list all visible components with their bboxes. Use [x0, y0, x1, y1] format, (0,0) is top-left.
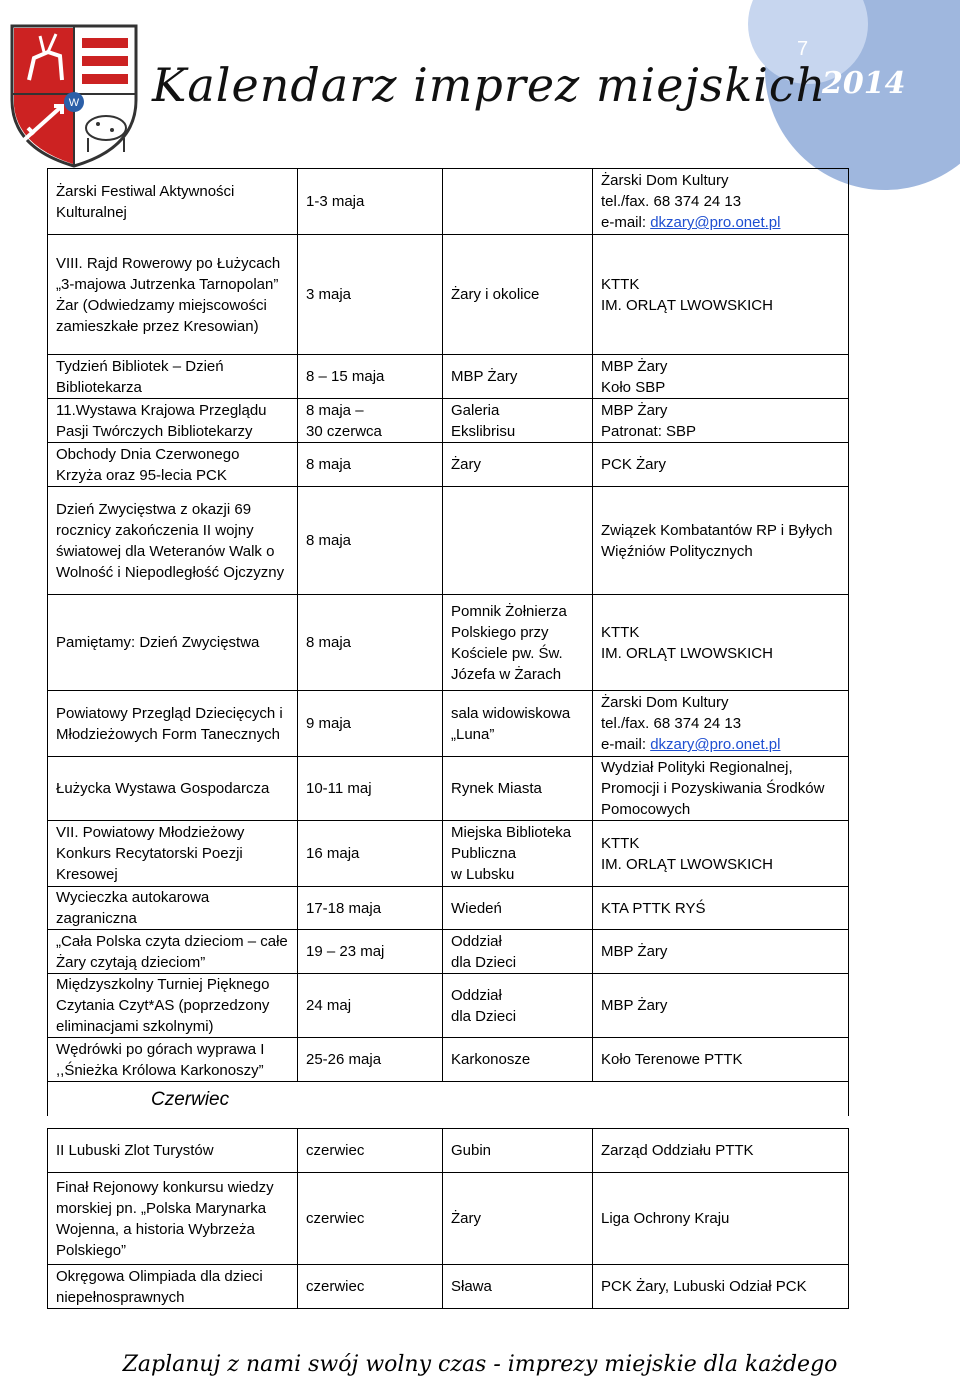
- event-organizer-cell: [593, 930, 849, 974]
- event-organizer-cell: [593, 1265, 849, 1309]
- page-title: Kalendarz imprez miejskich: [152, 58, 827, 112]
- event-organizer-cell: [593, 887, 849, 930]
- event-organizer: PCK Żary, Lubuski Odział PCK: [601, 1278, 807, 1295]
- event-organizer-cell: [593, 821, 849, 887]
- event-organizer: Koło Terenowe PTTK: [601, 1051, 743, 1068]
- event-name-cell: [48, 691, 298, 757]
- event-organizer: Związek Kombatantów RP i Byłych Więźniów Politycznych: [601, 521, 833, 560]
- event-place: sala widowiskowa „Luna”: [451, 704, 571, 743]
- event-organizer: MBP Żary: [601, 997, 668, 1014]
- event-date: czerwiec: [306, 1210, 365, 1227]
- table-row: [48, 355, 849, 399]
- email-link[interactable]: dkzary@pro.onet.pl: [650, 736, 781, 753]
- event-date: 25-26 maja: [306, 1051, 382, 1068]
- event-name-cell: [48, 355, 298, 399]
- event-date-cell: [298, 1265, 443, 1309]
- event-name: 11.Wystawa Krajowa Przeglądu Pasji Twórczych Bibliotekarzy: [56, 401, 267, 440]
- event-place-cell: [443, 487, 593, 595]
- event-date: 24 maj: [306, 997, 352, 1014]
- event-date-cell: [298, 821, 443, 887]
- event-name: Żarski Festiwal Aktywności Kulturalnej: [56, 182, 235, 221]
- event-date-cell: [298, 757, 443, 821]
- event-organizer-cell: [593, 443, 849, 487]
- event-date: 19 – 23 maj: [306, 943, 385, 960]
- table-row: [48, 169, 849, 235]
- event-name: Dzień Zwycięstwa z okazji 69 rocznicy zakończenia II wojny światowej dla Weteranów Walk o Wolność i Niepodległość Ojczyzny: [56, 500, 285, 581]
- event-organizer-cell: [593, 355, 849, 399]
- event-organizer: KTA PTTK RYŚ: [601, 899, 706, 917]
- year-label: 2014: [822, 66, 906, 101]
- event-place-cell: [443, 821, 593, 887]
- event-name-cell: [48, 1038, 298, 1082]
- table-row: [48, 399, 849, 443]
- event-name: Pamiętamy: Dzień Zwycięstwa: [56, 634, 260, 651]
- event-place-cell: [443, 974, 593, 1038]
- event-date-cell: [298, 1129, 443, 1173]
- email-link[interactable]: dkzary@pro.onet.pl: [650, 214, 781, 231]
- event-organizer: Zarząd Oddziału PTTK: [601, 1142, 754, 1159]
- event-organizer: MBP Żary Patronat: SBP: [601, 401, 697, 440]
- event-place: Gubin: [451, 1142, 492, 1159]
- event-date-cell: [298, 691, 443, 757]
- event-place: Wiedeń: [451, 899, 502, 917]
- event-date-cell: [298, 974, 443, 1038]
- event-name: Łużycka Wystawa Gospodarcza: [56, 780, 270, 797]
- event-name-cell: [48, 887, 298, 930]
- event-date: 17-18 maja: [306, 899, 382, 917]
- table-row: [48, 757, 849, 821]
- event-date-cell: [298, 443, 443, 487]
- table-row: [48, 691, 849, 757]
- event-date: 16 maja: [306, 845, 360, 862]
- event-name: Finał Rejonowy konkursu wiedzy morskiej pn. „Polska Marynarka Wojenna, a historia Wybrzeża Polskiego”: [56, 1178, 274, 1259]
- event-place-cell: [443, 757, 593, 821]
- event-name-cell: [48, 974, 298, 1038]
- event-date-cell: [298, 930, 443, 974]
- table-row: [48, 443, 849, 487]
- section-label-june: Czerwiec: [48, 1082, 849, 1117]
- event-place-cell: [443, 235, 593, 355]
- event-date: 9 maja: [306, 715, 352, 732]
- events-table-june: [47, 1128, 849, 1309]
- event-date-cell: [298, 487, 443, 595]
- event-name-cell: [48, 169, 298, 235]
- event-name-cell: [48, 443, 298, 487]
- event-organizer-cell: [593, 169, 849, 235]
- event-place-cell: [443, 930, 593, 974]
- event-organizer-cell: [593, 595, 849, 691]
- event-organizer-cell: [593, 487, 849, 595]
- event-organizer: Żarski Dom Kultury tel./fax. 68 374 24 13 e-mail:: [601, 694, 742, 753]
- event-name: II Lubuski Zlot Turystów: [56, 1142, 214, 1159]
- event-name: Wycieczka autokarowa zagraniczna: [56, 889, 210, 927]
- event-place: Miejska Biblioteka Publiczna w Lubsku: [451, 824, 572, 883]
- event-place: Oddział dla Dzieci: [451, 986, 517, 1025]
- event-date-cell: [298, 355, 443, 399]
- event-date: 1-3 maja: [306, 193, 365, 210]
- table-row: [48, 1173, 849, 1265]
- event-place: Galeria Ekslibrisu: [451, 401, 516, 440]
- event-organizer: KTTK IM. ORLĄT LWOWSKICH: [601, 834, 773, 873]
- event-date-cell: [298, 399, 443, 443]
- event-place-cell: [443, 595, 593, 691]
- event-place-cell: [443, 691, 593, 757]
- event-date: czerwiec: [306, 1142, 365, 1159]
- event-name: Obchody Dnia Czerwonego Krzyża oraz 95-lecia PCK: [56, 445, 240, 484]
- event-name-cell: [48, 821, 298, 887]
- event-name-cell: [48, 757, 298, 821]
- table-row: [48, 595, 849, 691]
- event-name: Międzyszkolny Turniej Pięknego Czytania Czyt*AS (poprzedzony eliminacjami szkolnymi): [56, 976, 270, 1035]
- event-place-cell: [443, 443, 593, 487]
- event-name-cell: [48, 1129, 298, 1173]
- event-place-cell: [443, 1038, 593, 1082]
- table-row: [48, 974, 849, 1038]
- event-name: VII. Powiatowy Młodzieżowy Konkurs Recytatorski Poezji Kresowej: [56, 824, 245, 883]
- event-date: 8 maja – 30 czerwca: [306, 401, 382, 440]
- event-name: VIII. Rajd Rowerowy po Łużycach „3-majowa Jutrzenka Tarnopolan” Żar (Odwiedzamy miejscowości zamieszkałe przez Kresowian): [56, 254, 281, 335]
- event-organizer-cell: [593, 1173, 849, 1265]
- event-place-cell: [443, 355, 593, 399]
- event-place-cell: [443, 1173, 593, 1265]
- event-organizer-cell: [593, 1038, 849, 1082]
- event-place-cell: [443, 887, 593, 930]
- event-date: 10-11 maj: [306, 780, 372, 797]
- event-date: 8 maja: [306, 532, 352, 549]
- event-date-cell: [298, 1173, 443, 1265]
- events-table-may: [47, 168, 849, 1116]
- event-date: 8 maja: [306, 456, 352, 473]
- event-place: Żary i okolice: [451, 286, 540, 303]
- event-date: 8 maja: [306, 634, 352, 651]
- event-date: czerwiec: [306, 1278, 365, 1295]
- page-header: [0, 0, 960, 170]
- table-row: [48, 887, 849, 930]
- page-number: 7: [797, 38, 809, 60]
- event-organizer: KTTK IM. ORLĄT LWOWSKICH: [601, 275, 773, 314]
- event-name-cell: [48, 930, 298, 974]
- event-organizer: Żarski Dom Kultury tel./fax. 68 374 24 13 e-mail:: [601, 172, 742, 231]
- event-date-cell: [298, 887, 443, 930]
- event-organizer: PCK Żary: [601, 456, 667, 473]
- event-place: Karkonosze: [451, 1051, 531, 1068]
- table-row: [48, 930, 849, 974]
- svg-text:W: W: [68, 97, 80, 109]
- page-footer: Zaplanuj z nami swój wolny czas - imprezy miejskie dla każdego: [122, 1352, 838, 1377]
- event-name-cell: [48, 1265, 298, 1309]
- event-place: Żary: [451, 456, 481, 473]
- event-date-cell: [298, 595, 443, 691]
- event-name-cell: [48, 399, 298, 443]
- event-organizer-cell: [593, 1129, 849, 1173]
- event-name: Powiatowy Przegląd Dziecięcych i Młodzieżowych Form Tanecznych: [56, 704, 283, 743]
- event-place: Żary: [451, 1210, 481, 1227]
- event-date: 8 – 15 maja: [306, 368, 385, 385]
- event-organizer-cell: [593, 399, 849, 443]
- coat-of-arms-icon: [4, 20, 144, 168]
- section-row: [48, 1082, 849, 1117]
- event-organizer-cell: [593, 974, 849, 1038]
- event-name-cell: [48, 235, 298, 355]
- table-row: [48, 487, 849, 595]
- event-date-cell: [298, 169, 443, 235]
- event-place: Pomnik Żołnierza Polskiego przy Kościele pw. Św. Józefa w Żarach: [451, 602, 567, 683]
- event-name-cell: [48, 595, 298, 691]
- table-row: [48, 235, 849, 355]
- event-organizer: Wydział Polityki Regionalnej, Promocji i Pozyskiwania Środków Pomocowych: [601, 759, 825, 818]
- event-place: MBP Żary: [451, 368, 518, 385]
- event-organizer-cell: [593, 691, 849, 757]
- table-row: [48, 1265, 849, 1309]
- event-date-cell: [298, 1038, 443, 1082]
- table-row: [48, 1038, 849, 1082]
- event-organizer: MBP Żary: [601, 943, 668, 960]
- event-organizer-cell: [593, 235, 849, 355]
- table-row: [48, 1129, 849, 1173]
- event-name-cell: [48, 1173, 298, 1265]
- event-organizer: MBP Żary Koło SBP: [601, 357, 668, 396]
- event-place-cell: [443, 1129, 593, 1173]
- event-name: Wędrówki po górach wyprawa I ,,Śnieżka Królowa Karkonoszy”: [56, 1040, 265, 1079]
- event-place-cell: [443, 399, 593, 443]
- event-organizer: Liga Ochrony Kraju: [601, 1210, 730, 1227]
- event-name: Tydzień Bibliotek – Dzień Bibliotekarza: [56, 357, 224, 396]
- event-organizer-cell: [593, 757, 849, 821]
- table-row: [48, 821, 849, 887]
- event-organizer: KTTK IM. ORLĄT LWOWSKICH: [601, 623, 773, 662]
- event-date: 3 maja: [306, 286, 352, 303]
- event-name-cell: [48, 487, 298, 595]
- event-place: Rynek Miasta: [451, 780, 542, 797]
- event-name: Okręgowa Olimpiada dla dzieci niepełnosprawnych: [56, 1267, 263, 1306]
- event-place: Sława: [451, 1278, 492, 1295]
- event-place: Oddział dla Dzieci: [451, 932, 517, 971]
- event-name: „Cała Polska czyta dzieciom – całe Żary czytają dzieciom”: [56, 932, 288, 971]
- event-place-cell: [443, 169, 593, 235]
- event-date-cell: [298, 235, 443, 355]
- event-place-cell: [443, 1265, 593, 1309]
